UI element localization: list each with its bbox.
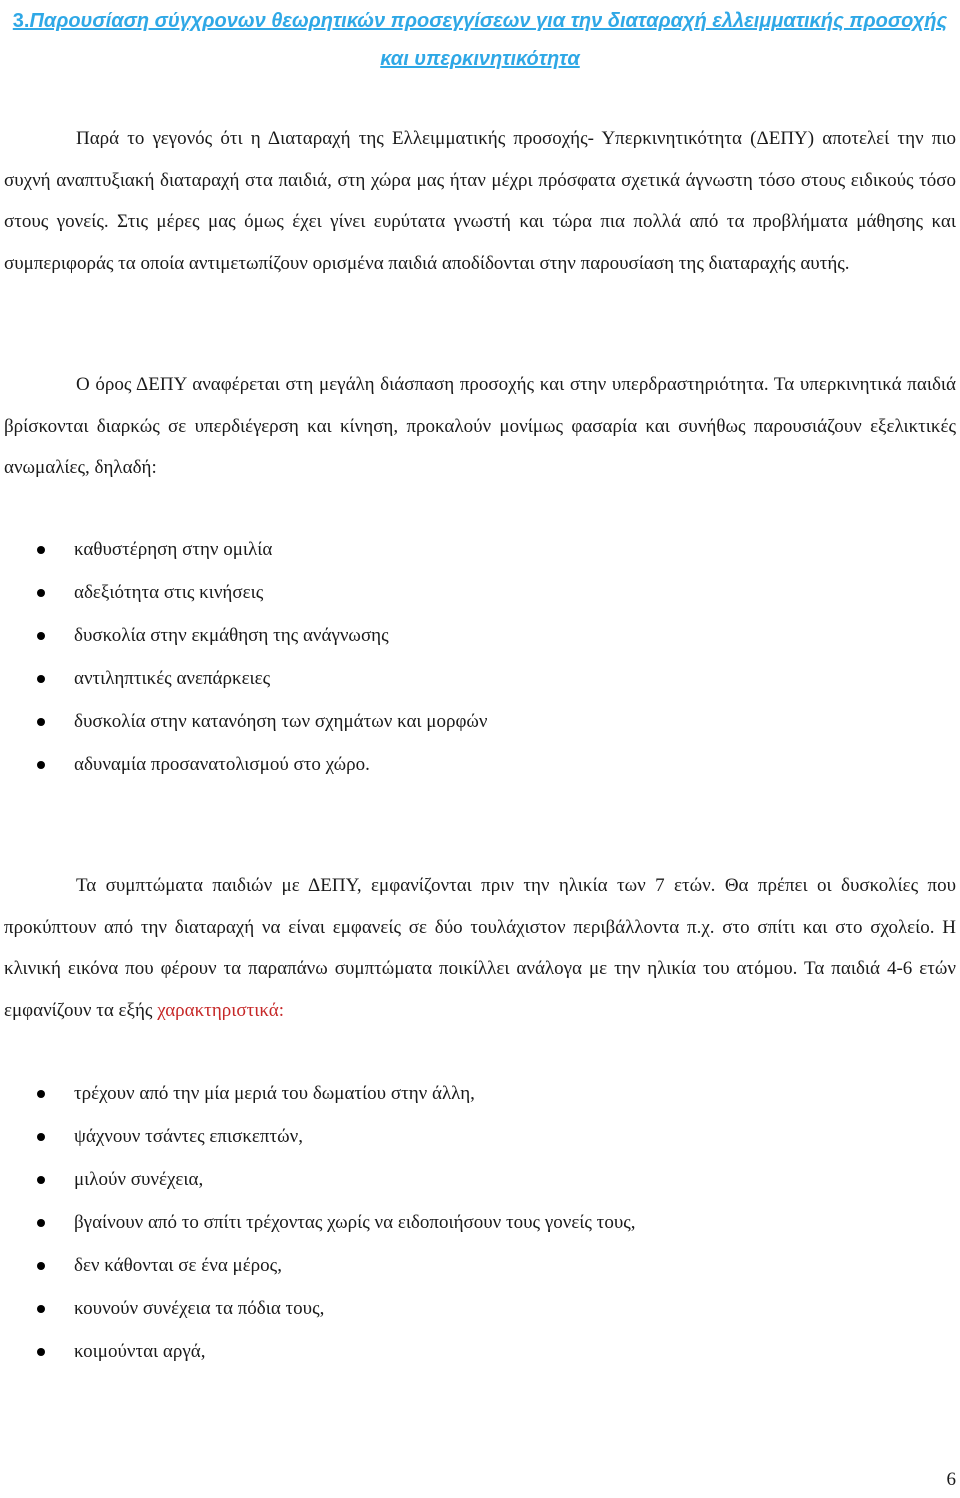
- bullet-icon: [37, 1348, 45, 1356]
- paragraph-definition-text: Ο όρος ΔΕΠΥ αναφέρεται στη μεγάλη διάσπαση προσοχής και στην υπερδραστηριότητα. Τα υπερκινητικά παιδιά βρίσκονται διαρκώς σε υπερδιέγερση και κίνηση, προκαλούν μονίμως φασαρία και συνήθως παρουσιάζουν εξελικτικές ανωμαλίες, δηλαδή:: [4, 374, 956, 478]
- list-item: καθυστέρηση στην ομιλία: [0, 528, 900, 571]
- bullet-icon: [37, 1305, 45, 1313]
- list-item: δυσκολία στην εκμάθηση της ανάγνωσης: [0, 614, 900, 657]
- paragraph-intro: [4, 118, 956, 284]
- bullet-icon: [37, 1176, 45, 1184]
- list-item: αντιληπτικές ανεπάρκειες: [0, 657, 900, 700]
- bullet-icon: [37, 761, 45, 769]
- bullet-icon: [37, 1262, 45, 1270]
- paragraph-intro-text: Παρά το γεγονός ότι η Διαταραχή της Ελλειμματικής προσοχής- Υπερκινητικότητα (ΔΕΠΥ) αποτελεί την πιο συχνή αναπτυξιακή διαταραχή στα παιδιά, στη χώρα μας ήταν μέχρι πρόσφατα σχετικά άγνωστη τόσο στους ειδικούς τόσο στους γονείς. Στις μέρες μας όμως έχει γίνει ευρύτατα γνωστή και τώρα πια πολλά από τα προβλήματα μάθησης και συμπεριφοράς τα οποία αντιμετωπίζουν ορισμένα παιδιά αποδίδονται στην παρουσίαση της διαταραχής αυτής.: [4, 128, 956, 274]
- paragraph-definition: [4, 364, 956, 489]
- section-title: Παρουσίαση σύγχρονων θεωρητικών προσεγγίσεων για την διαταραχή ελλειμματικής προσοχής και υπερκινητικότητα: [29, 10, 948, 70]
- paragraph-symptoms-text: Τα συμπτώματα παιδιών με ΔΕΠΥ, εμφανίζονται πριν την ηλικία των 7 ετών. Θα πρέπει οι δυσκολίες που προκύπτουν από την διαταραχή να είναι εμφανείς σε δύο τουλάχιστον περιβάλλοντα π.χ. στο σπίτι και στο σχολείο. Η κλινική εικόνα που φέρουν τα παραπάνω συμπτώματα ποικίλλει ανάλογα με την ηλικία του ατόμου. Τα παιδιά 4-6 ετών εμφανίζουν τα εξής: [4, 875, 956, 1021]
- bullet-icon: [37, 1219, 45, 1227]
- bullet-icon: [37, 632, 45, 640]
- section-number: 3.: [12, 10, 30, 32]
- bullet-icon: [37, 675, 45, 683]
- section-heading: [0, 2, 960, 78]
- list-item: ψάχνουν τσάντες επισκεπτών,: [0, 1115, 900, 1158]
- list-item: βγαίνουν από το σπίτι τρέχοντας χωρίς να ειδοποιήσουν τους γονείς τους,: [0, 1201, 900, 1244]
- list-item: δεν κάθονται σε ένα μέρος,: [0, 1244, 900, 1287]
- list-item: αδυναμία προσανατολισμού στο χώρο.: [0, 743, 900, 786]
- list-item: κουνούν συνέχεια τα πόδια τους,: [0, 1287, 900, 1330]
- bullet-icon: [37, 546, 45, 554]
- characteristics-list: [0, 1072, 900, 1373]
- page-number: 6: [946, 1469, 956, 1490]
- bullet-icon: [37, 1133, 45, 1141]
- bullet-icon: [37, 718, 45, 726]
- list-item: δυσκολία στην κατανόηση των σχημάτων και μορφών: [0, 700, 900, 743]
- paragraph-symptoms: [4, 865, 956, 1031]
- bullet-icon: [37, 589, 45, 597]
- list-item: τρέχουν από την μία μεριά του δωματίου στην άλλη,: [0, 1072, 900, 1115]
- list-item: κοιμούνται αργά,: [0, 1330, 900, 1373]
- list-item: μιλούν συνέχεια,: [0, 1158, 900, 1201]
- bullet-icon: [37, 1090, 45, 1098]
- developmental-anomalies-list: [0, 528, 900, 786]
- characteristics-highlight: χαρακτηριστικά:: [157, 999, 284, 1021]
- list-item: αδεξιότητα στις κινήσεις: [0, 571, 900, 614]
